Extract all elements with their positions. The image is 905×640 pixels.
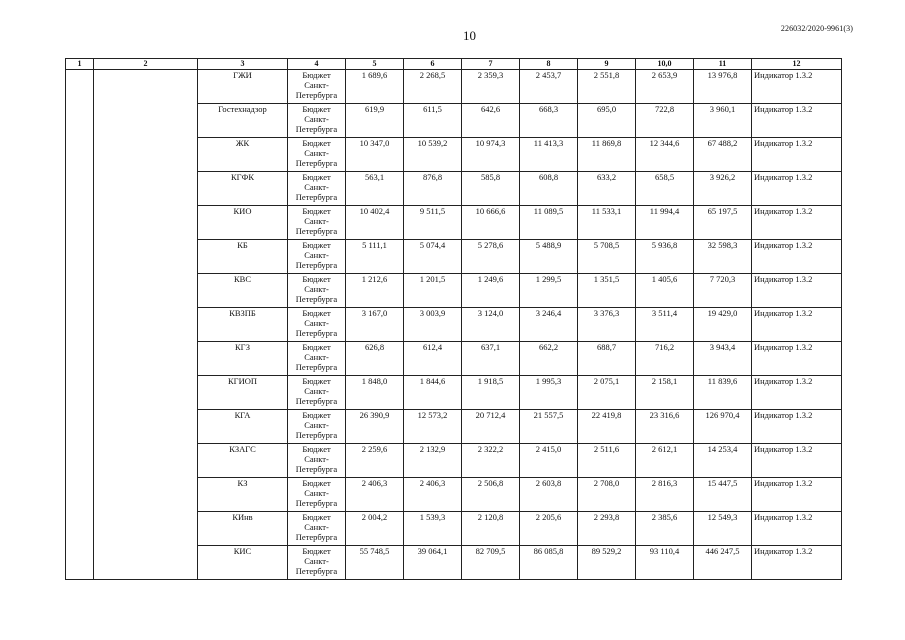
indicator-cell: Индикатор 1.3.2 — [752, 342, 842, 376]
value-cell-col-8: 86 085,8 — [520, 546, 578, 580]
funding-source-cell — [288, 512, 346, 546]
funding-source-line: Петербурга — [295, 396, 338, 406]
funding-source-line: Петербурга — [295, 498, 338, 508]
value-cell-col-6: 1 201,5 — [404, 274, 462, 308]
value-cell-col-11: 32 598,3 — [694, 240, 752, 274]
column-header-8: 8 — [520, 59, 578, 70]
value-cell-col-11: 65 197,5 — [694, 206, 752, 240]
value-cell-col-6: 2 268,5 — [404, 70, 462, 104]
value-cell-col-5: 2 004,2 — [346, 512, 404, 546]
table-row — [66, 70, 842, 104]
value-cell-col-5: 3 167,0 — [346, 308, 404, 342]
value-cell-col-10: 23 316,6 — [636, 410, 694, 444]
column-header-7: 7 — [462, 59, 520, 70]
value-cell-col-7: 1 918,5 — [462, 376, 520, 410]
column-header-11: 11 — [694, 59, 752, 70]
organization-cell: КГИОП — [198, 376, 288, 410]
organization-cell: КБ — [198, 240, 288, 274]
funding-source-line: Бюджет — [302, 342, 331, 352]
value-cell-col-8: 2 205,6 — [520, 512, 578, 546]
organization-cell: КГА — [198, 410, 288, 444]
value-cell-col-10: 12 344,6 — [636, 138, 694, 172]
value-cell-col-10: 2 612,1 — [636, 444, 694, 478]
value-cell-col-8: 2 603,8 — [520, 478, 578, 512]
value-cell-col-5: 10 402,4 — [346, 206, 404, 240]
value-cell-col-7: 642,6 — [462, 104, 520, 138]
funding-source-line: Бюджет — [302, 512, 331, 522]
value-cell-col-7: 2 359,3 — [462, 70, 520, 104]
value-cell-col-8: 11 413,3 — [520, 138, 578, 172]
funding-source-line: Санкт- — [304, 488, 329, 498]
funding-source-line: Санкт- — [304, 148, 329, 158]
funding-source-line: Санкт- — [304, 318, 329, 328]
funding-source-cell — [288, 138, 346, 172]
value-cell-col-11: 14 253,4 — [694, 444, 752, 478]
funding-source-line: Бюджет — [302, 546, 331, 556]
value-cell-col-9: 2 293,8 — [578, 512, 636, 546]
value-cell-col-9: 633,2 — [578, 172, 636, 206]
page-number: 10 — [463, 28, 476, 43]
value-cell-col-11: 3 960,1 — [694, 104, 752, 138]
document-code: 226032/2020-9961(3) — [780, 24, 853, 33]
indicator-cell: Индикатор 1.3.2 — [752, 70, 842, 104]
value-cell-col-7: 10 974,3 — [462, 138, 520, 172]
funding-source-line: Петербурга — [295, 158, 338, 168]
value-cell-col-10: 2 653,9 — [636, 70, 694, 104]
value-cell-col-6: 611,5 — [404, 104, 462, 138]
value-cell-col-9: 1 351,5 — [578, 274, 636, 308]
value-cell-col-6: 1 539,3 — [404, 512, 462, 546]
funding-source-line: Бюджет — [302, 172, 331, 182]
value-cell-col-5: 55 748,5 — [346, 546, 404, 580]
value-cell-col-6: 876,8 — [404, 172, 462, 206]
column-header-6: 6 — [404, 59, 462, 70]
value-cell-col-7: 5 278,6 — [462, 240, 520, 274]
value-cell-col-9: 22 419,8 — [578, 410, 636, 444]
value-cell-col-9: 11 869,8 — [578, 138, 636, 172]
value-cell-col-7: 2 506,8 — [462, 478, 520, 512]
value-cell-col-10: 2 816,3 — [636, 478, 694, 512]
column-header-9: 9 — [578, 59, 636, 70]
value-cell-col-10: 2 385,6 — [636, 512, 694, 546]
table-body — [66, 70, 842, 580]
value-cell-col-9: 2 551,8 — [578, 70, 636, 104]
value-cell-col-8: 2 415,0 — [520, 444, 578, 478]
column-2-cell — [94, 70, 198, 580]
value-cell-col-7: 2 322,2 — [462, 444, 520, 478]
value-cell-col-11: 19 429,0 — [694, 308, 752, 342]
value-cell-col-6: 5 074,4 — [404, 240, 462, 274]
value-cell-col-9: 5 708,5 — [578, 240, 636, 274]
funding-source-line: Бюджет — [302, 206, 331, 216]
indicator-cell: Индикатор 1.3.2 — [752, 512, 842, 546]
funding-source-line: Санкт- — [304, 454, 329, 464]
value-cell-col-9: 89 529,2 — [578, 546, 636, 580]
funding-source-line: Петербурга — [295, 294, 338, 304]
indicator-cell: Индикатор 1.3.2 — [752, 274, 842, 308]
funding-source-line: Петербурга — [295, 566, 338, 576]
value-cell-col-10: 1 405,6 — [636, 274, 694, 308]
value-cell-col-9: 2 075,1 — [578, 376, 636, 410]
funding-source-line: Бюджет — [302, 274, 331, 284]
indicator-cell: Индикатор 1.3.2 — [752, 104, 842, 138]
header-row — [66, 59, 842, 70]
funding-source-line: Петербурга — [295, 192, 338, 202]
value-cell-col-5: 1 689,6 — [346, 70, 404, 104]
organization-cell: КИнв — [198, 512, 288, 546]
value-cell-col-6: 2 132,9 — [404, 444, 462, 478]
indicator-cell: Индикатор 1.3.2 — [752, 206, 842, 240]
organization-cell: ЖК — [198, 138, 288, 172]
value-cell-col-5: 563,1 — [346, 172, 404, 206]
organization-cell: КИС — [198, 546, 288, 580]
value-cell-col-6: 39 064,1 — [404, 546, 462, 580]
funding-source-line: Петербурга — [295, 90, 338, 100]
indicator-cell: Индикатор 1.3.2 — [752, 172, 842, 206]
organization-cell: КЗАГС — [198, 444, 288, 478]
value-cell-col-6: 3 003,9 — [404, 308, 462, 342]
column-header-3: 3 — [198, 59, 288, 70]
value-cell-col-10: 3 511,4 — [636, 308, 694, 342]
column-header-2: 2 — [94, 59, 198, 70]
value-cell-col-8: 1 299,5 — [520, 274, 578, 308]
funding-source-line: Петербурга — [295, 362, 338, 372]
value-cell-col-10: 722,8 — [636, 104, 694, 138]
value-cell-col-11: 15 447,5 — [694, 478, 752, 512]
column-header-4: 4 — [288, 59, 346, 70]
funding-source-cell — [288, 70, 346, 104]
funding-source-line: Санкт- — [304, 114, 329, 124]
value-cell-col-11: 7 720,3 — [694, 274, 752, 308]
indicator-cell: Индикатор 1.3.2 — [752, 308, 842, 342]
value-cell-col-8: 668,3 — [520, 104, 578, 138]
value-cell-col-9: 11 533,1 — [578, 206, 636, 240]
value-cell-col-6: 612,4 — [404, 342, 462, 376]
column-header-1: 1 — [66, 59, 94, 70]
value-cell-col-7: 20 712,4 — [462, 410, 520, 444]
funding-source-cell — [288, 104, 346, 138]
funding-source-line: Бюджет — [302, 444, 331, 454]
value-cell-col-8: 5 488,9 — [520, 240, 578, 274]
funding-source-line: Бюджет — [302, 410, 331, 420]
organization-cell: КВС — [198, 274, 288, 308]
value-cell-col-9: 695,0 — [578, 104, 636, 138]
funding-source-line: Санкт- — [304, 420, 329, 430]
value-cell-col-6: 9 511,5 — [404, 206, 462, 240]
funding-source-cell — [288, 274, 346, 308]
funding-source-line: Бюджет — [302, 478, 331, 488]
value-cell-col-6: 2 406,3 — [404, 478, 462, 512]
funding-source-line: Бюджет — [302, 138, 331, 148]
indicator-cell: Индикатор 1.3.2 — [752, 444, 842, 478]
funding-source-line: Санкт- — [304, 182, 329, 192]
funding-source-line: Петербурга — [295, 328, 338, 338]
value-cell-col-11: 11 839,6 — [694, 376, 752, 410]
funding-source-line: Петербурга — [295, 260, 338, 270]
value-cell-col-8: 11 089,5 — [520, 206, 578, 240]
value-cell-col-8: 608,8 — [520, 172, 578, 206]
organization-cell: КИО — [198, 206, 288, 240]
column-header-12: 12 — [752, 59, 842, 70]
value-cell-col-11: 67 488,2 — [694, 138, 752, 172]
funding-source-cell — [288, 206, 346, 240]
indicator-cell: Индикатор 1.3.2 — [752, 410, 842, 444]
value-cell-col-5: 2 259,6 — [346, 444, 404, 478]
value-cell-col-7: 3 124,0 — [462, 308, 520, 342]
funding-source-cell — [288, 478, 346, 512]
funding-source-line: Санкт- — [304, 522, 329, 532]
value-cell-col-11: 3 926,2 — [694, 172, 752, 206]
funding-source-line: Петербурга — [295, 124, 338, 134]
value-cell-col-10: 658,5 — [636, 172, 694, 206]
funding-source-cell — [288, 410, 346, 444]
funding-source-line: Бюджет — [302, 308, 331, 318]
value-cell-col-10: 93 110,4 — [636, 546, 694, 580]
column-header-10: 10,0 — [636, 59, 694, 70]
value-cell-col-5: 5 111,1 — [346, 240, 404, 274]
value-cell-col-11: 446 247,5 — [694, 546, 752, 580]
value-cell-col-10: 2 158,1 — [636, 376, 694, 410]
funding-source-line: Бюджет — [302, 104, 331, 114]
value-cell-col-7: 637,1 — [462, 342, 520, 376]
funding-source-cell — [288, 376, 346, 410]
indicator-cell: Индикатор 1.3.2 — [752, 546, 842, 580]
value-cell-col-11: 126 970,4 — [694, 410, 752, 444]
funding-source-cell — [288, 172, 346, 206]
funding-source-cell — [288, 240, 346, 274]
value-cell-col-5: 26 390,9 — [346, 410, 404, 444]
funding-source-line: Санкт- — [304, 352, 329, 362]
funding-source-line: Санкт- — [304, 80, 329, 90]
value-cell-col-8: 1 995,3 — [520, 376, 578, 410]
organization-cell: КЗ — [198, 478, 288, 512]
value-cell-col-10: 11 994,4 — [636, 206, 694, 240]
value-cell-col-9: 3 376,3 — [578, 308, 636, 342]
value-cell-col-5: 10 347,0 — [346, 138, 404, 172]
organization-cell: Гостехнадзор — [198, 104, 288, 138]
organization-cell: ГЖИ — [198, 70, 288, 104]
value-cell-col-8: 3 246,4 — [520, 308, 578, 342]
indicator-cell: Индикатор 1.3.2 — [752, 478, 842, 512]
value-cell-col-7: 10 666,6 — [462, 206, 520, 240]
column-header-5: 5 — [346, 59, 404, 70]
funding-source-line: Петербурга — [295, 430, 338, 440]
value-cell-col-6: 1 844,6 — [404, 376, 462, 410]
value-cell-col-11: 3 943,4 — [694, 342, 752, 376]
funding-source-line: Санкт- — [304, 386, 329, 396]
funding-source-line: Бюджет — [302, 240, 331, 250]
value-cell-col-6: 12 573,2 — [404, 410, 462, 444]
value-cell-col-5: 1 212,6 — [346, 274, 404, 308]
funding-source-line: Санкт- — [304, 216, 329, 226]
budget-table — [65, 58, 842, 580]
funding-source-line: Санкт- — [304, 284, 329, 294]
value-cell-col-9: 688,7 — [578, 342, 636, 376]
funding-source-line: Бюджет — [302, 376, 331, 386]
value-cell-col-6: 10 539,2 — [404, 138, 462, 172]
funding-source-cell — [288, 342, 346, 376]
value-cell-col-9: 2 708,0 — [578, 478, 636, 512]
value-cell-col-5: 1 848,0 — [346, 376, 404, 410]
indicator-cell: Индикатор 1.3.2 — [752, 138, 842, 172]
funding-source-line: Петербурга — [295, 532, 338, 542]
funding-source-line: Петербурга — [295, 226, 338, 236]
value-cell-col-8: 662,2 — [520, 342, 578, 376]
value-cell-col-11: 12 549,3 — [694, 512, 752, 546]
value-cell-col-7: 82 709,5 — [462, 546, 520, 580]
value-cell-col-8: 2 453,7 — [520, 70, 578, 104]
value-cell-col-5: 2 406,3 — [346, 478, 404, 512]
funding-source-cell — [288, 308, 346, 342]
organization-cell: КГЗ — [198, 342, 288, 376]
indicator-cell: Индикатор 1.3.2 — [752, 240, 842, 274]
value-cell-col-9: 2 511,6 — [578, 444, 636, 478]
value-cell-col-7: 2 120,8 — [462, 512, 520, 546]
value-cell-col-7: 585,8 — [462, 172, 520, 206]
funding-source-line: Санкт- — [304, 556, 329, 566]
value-cell-col-11: 13 976,8 — [694, 70, 752, 104]
value-cell-col-10: 5 936,8 — [636, 240, 694, 274]
value-cell-col-10: 716,2 — [636, 342, 694, 376]
indicator-cell: Индикатор 1.3.2 — [752, 376, 842, 410]
funding-source-line: Санкт- — [304, 250, 329, 260]
funding-source-line: Петербурга — [295, 464, 338, 474]
funding-source-cell — [288, 444, 346, 478]
column-1-cell — [66, 70, 94, 580]
value-cell-col-7: 1 249,6 — [462, 274, 520, 308]
value-cell-col-5: 626,8 — [346, 342, 404, 376]
value-cell-col-5: 619,9 — [346, 104, 404, 138]
funding-source-line: Бюджет — [302, 70, 331, 80]
funding-source-cell — [288, 546, 346, 580]
organization-cell: КГФК — [198, 172, 288, 206]
value-cell-col-8: 21 557,5 — [520, 410, 578, 444]
organization-cell: КВЗПБ — [198, 308, 288, 342]
